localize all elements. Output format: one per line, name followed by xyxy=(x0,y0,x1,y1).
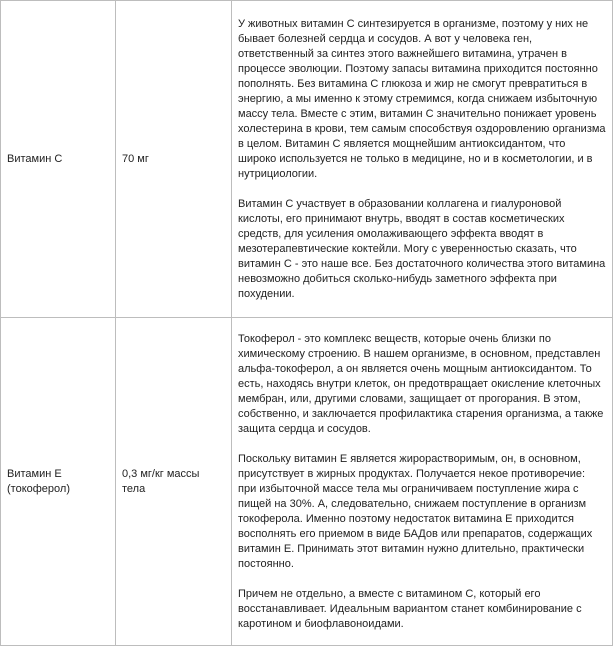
description-paragraph: Причем не отдельно, а вместе с витамином С, который его восстанавливает. Идеальным вариантом станет комбинирование с каротином и биофлавоноидами. xyxy=(238,587,582,630)
description-paragraph: Токоферол - это комплекс веществ, которые очень близки по химическому строению. В нашем организме, в основном, представлен альфа-токоферол, а он является очень мощным антиоксидантом. То есть, находясь внутри клеток, он предотвращает окисление клеточных мембран, или, другими словами, защищает от прогорания. В этом, собственно, и заключается профилактика старения организма, а также защита сердца и сосудов. xyxy=(238,332,604,435)
description-paragraph: Поскольку витамин Е является жирорастворимым, он, в основном, присутствует в жирных продуктах. Получается некое противоречие: при избыточной массе тела мы ограничиваем поступление жира с пищей на 30%. А, следовательно, снижаем поступление в организм токоферола. Именно поэтому недостаток витамина Е приходится восполнять его приемом в виде БАДов или препаратов, содержащих витамин Е. Принимать этот витамин нужно длительно, практически постоянно. xyxy=(238,452,593,570)
description-paragraph: Витамин С участвует в образовании коллагена и гиалуроновой кислоты, его принимают внутрь, вводят в состав косметических средств, для усиления омолаживающего эффекта вводят в мезотерапевтические коктейли. Могу с уверенностью сказать, что витамин С - это наше все. Без достаточного количества этого витамина невозможно добиться сколько-нибудь заметного эффекта при похудении. xyxy=(238,197,606,300)
vitamin-name-cell: Витамин С xyxy=(1,1,116,318)
dose-cell: 70 мг xyxy=(116,1,232,318)
table-row-vitamin-c xyxy=(1,1,613,318)
table-row-vitamin-e xyxy=(1,318,613,646)
vitamin-name-cell: Витамин Е (токоферол) xyxy=(1,318,116,646)
description-cell xyxy=(232,1,613,318)
description-paragraph: У животных витамин С синтезируется в организме, поэтому у них не бывает болезней сердца и сосудов. А вот у человека ген, ответственный за синтез этого важнейшего витамина, утрачен в процессе эволюции. Поэтому запасы витамина приходится постоянно пополнять. Без витамина С глюкоза и жир не смогут превратиться в энергию, а мы именно к этому стремимся, когда снижаем избыточную массу тела. Вместе с этим, витамин С значительно понижает уровень холестерина в крови, тем самым способствуя оздоровлению организма в целом. Витамин С является мощнейшим антиоксидантом, что широко используется не только в медицине, но и в косметологии, и в нутрициологии. xyxy=(238,17,606,180)
description-cell xyxy=(232,318,613,646)
dose-cell: 0,3 мг/кг массы тела xyxy=(116,318,232,646)
